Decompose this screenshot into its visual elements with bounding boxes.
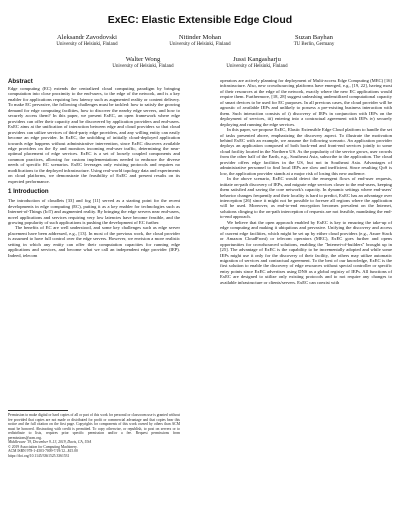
permission-block	[8, 410, 180, 458]
author-block	[78, 56, 208, 70]
author-block	[22, 34, 152, 48]
author-affiliation: University of Helsinki, Finland	[169, 42, 231, 47]
abstract-heading: Abstract	[8, 78, 33, 85]
footnote-rule	[8, 410, 68, 411]
intro-paragraph: The introduction of cloudlets [33] and fog [11] served as a starting point for the recent developments in edge computing (EC), putting it as a key enabler for technologies such as Internet-of-Things (IoT) and augmented reality. By bringing the edge servers near end-users, novel applications and services requiring very low latencies have become feasible, and the growing popularity of such applications is pushing the development of EC further.	[8, 198, 180, 225]
left-column	[8, 78, 180, 258]
author-block	[249, 34, 379, 48]
author-block	[135, 34, 265, 48]
body-paragraph: In the above scenario, ExEC would detect the emergent flows of end-user requests, initiate on-path discovery of IEPs, and migrate edge services closer to the end-users, keeping them satisfied and saving the core network's capacity. In dynamic settings where end-users' behavior changes frequently and their locality is hard to predict, ExEC has an advantage over interception [26] since it might not be possible to foresee all regions where the application will be used. Moreover, as end-to-end encryption becomes prevalent on the Internet, solutions clinging to the on-path interception of requests are not feasible, mandating the end-to-end approach.	[220, 176, 392, 220]
permission-notice: Permission to make digital or hard copies of all or part of this work for personal or classroom use is granted without fee provided that copies are not made or distributed for profit or commercial advantage and that copies bear this notice and the full citation on the first page. Copyrights for components of this work owned by others than ACM must be honored. Abstracting with credit is permitted. To copy otherwise, or republish, to post on servers or to redistribute to lists, requires prior specific permission and/or a fee. Request permissions from permissions@acm.org.	[8, 413, 180, 440]
body-paragraph: operators are actively planning for deployment of Multi-access Edge Computing (MEC) [16] infrastructure. Also, new crowdsourcing platforms have emerged, e.g., [19, 22], having most of their resources at the edge of the network, exactly where the new EC applications would require them. Furthermore, [18, 28] suggest unleashing underutilized computational capacity of smart devices to be used for EC purposes. In all previous cases, the cloud provider will be agnostic of available IEPs and unlikely to possess a pre-existing business interaction with them. Such interaction consists of i) discovery of IEPs in conjunction with IEPs on the deployment of services, iii) entering into a contractual agreement with IEPs iv) securely deploying and running the edge services.	[220, 78, 392, 127]
author-affiliation: TU Berlin, Germany	[293, 42, 335, 47]
right-column	[220, 78, 392, 285]
author-name: Aleksandr Zavodovski	[57, 34, 117, 41]
author-block	[192, 56, 322, 70]
body-paragraph: We believe that the open approach enabled by ExEC is key to ensuring the take-up of edge computing and making it ubiquitous and pervasive. Unifying the discovery and access of current edge facilities, which might be set up by either cloud providers (e.g., Azure Stack or Amazon CloudFront) or telecom operators (MEC), ExEC goes further and opens opportunities for crowdsourced solutions, enabling the "Internet-of-builders" brought up in [25]. The advantage of ExEC is the capability to be incrementally adopted and while some IEPs might use it only for the discovery of their facility, the others may utilize automatic migration of services and contractual agreement. To the best of our knowledge, ExEC is the first solution to enable the discovery of edge resources without special controller or specific entry points since ExEC advertises using DNS as a global registry of IEPs. All functions of ExEC are designed to utilize only existing protocols and to not require any changes to available infrastructure or clients/servers. ExEC can coexist with	[220, 219, 392, 285]
abstract-text: Edge computing (EC) extends the centralized cloud computing paradigm by bringing computation into close proximity to the end-users, to the edge of the network, and is a key enabler for applications requiring low latency such as augmented reality or content delivery. To make EC pervasive, the following challenges must be tackled: how to satisfy the growing demand for edge computing facilities, how to discover the nearby edge servers, and how to securely access them? In this paper, we present ExEC, an open framework where edge providers can offer their capacity and be discovered by application providers and end-users. ExEC aims at the unification of interaction between edge and cloud providers so that cloud providers can utilize services of third-party edge providers, and any willing entity can easily become an edge provider. In ExEC, the unfolding of initially cloud-deployed application towards edge happens without administrative intervention, since ExEC discovers available edge providers on the fly and monitors incoming end-user traffic, determining the near-optimal placement of edge services. ExEC is a set of loosely coupled components and common practices, allowing for custom implementations needed to embrace the diverse needs of specific EC scenarios. ExEC leverages only existing protocols and requires no modifications to the deployed infrastructure. Using real-world topology data and experiments on cloud platforms, we demonstrate the feasibility of ExEC and present results on its expected performance.	[8, 86, 180, 184]
isbn-line: ACM ISBN 978-1-4503-7009-7/19/12...$15.00	[8, 449, 78, 453]
author-name: Jussi Kangasharju	[233, 56, 281, 63]
doi-link[interactable]: https://doi.org/10.1145/3361525.3361531	[8, 453, 70, 458]
author-name: Suzan Bayhan	[295, 34, 333, 41]
body-paragraph: In this paper, we propose ExEC, Elastic Extensible Edge Cloud platform to handle the set of tasks presented above, emphasizing the discovery aspect. To illustrate the motivation behind ExEC with an example, we assume the following scenario. An application provider deploys an application composed of both back-end and front-end services jointly to some cloud facility located in the Northern US. As the popularity of the service grows, user crowds from the other half of the Earth, e.g., Southeast Asia, subscribe to the application. The cloud provider offers edge facilities in the US, but not in Southeast Asia. Advantages of administrative personnel to find local IEPs are slow and inefficient. Since resulting QoS is low, the application provider stands at a major risk of losing this new audience.	[220, 127, 392, 176]
author-affiliation: University of Helsinki, Finland	[56, 42, 118, 47]
author-affiliation: University of Helsinki, Finland	[226, 64, 288, 69]
conference-info: Middleware '19, December 9–13, 2019, Davis, CA, USA	[8, 440, 92, 444]
paper-title: ExEC: Elastic Extensible Edge Cloud	[107, 14, 293, 26]
copyright-line: © 2019 Association for Computing Machinery.	[8, 444, 78, 449]
author-name: Walter Wong	[125, 56, 161, 63]
author-affiliation: University of Helsinki, Finland	[112, 64, 174, 69]
section-heading-introduction: 1 Introduction	[8, 188, 49, 196]
author-name: Nitinder Mohan	[178, 34, 222, 41]
intro-paragraph: The benefits of EC are well understood, and some key challenges such as edge server placement have been addressed, e.g., [13]. In most of the previous work, the cloud provider is assumed to have full control over the edge servers. However, we envision a more realistic setting in which any entity can offer their computation capacities for running edge applications and services, and become what we call an independent edge provider (IEP). Indeed, telecom	[8, 225, 180, 258]
